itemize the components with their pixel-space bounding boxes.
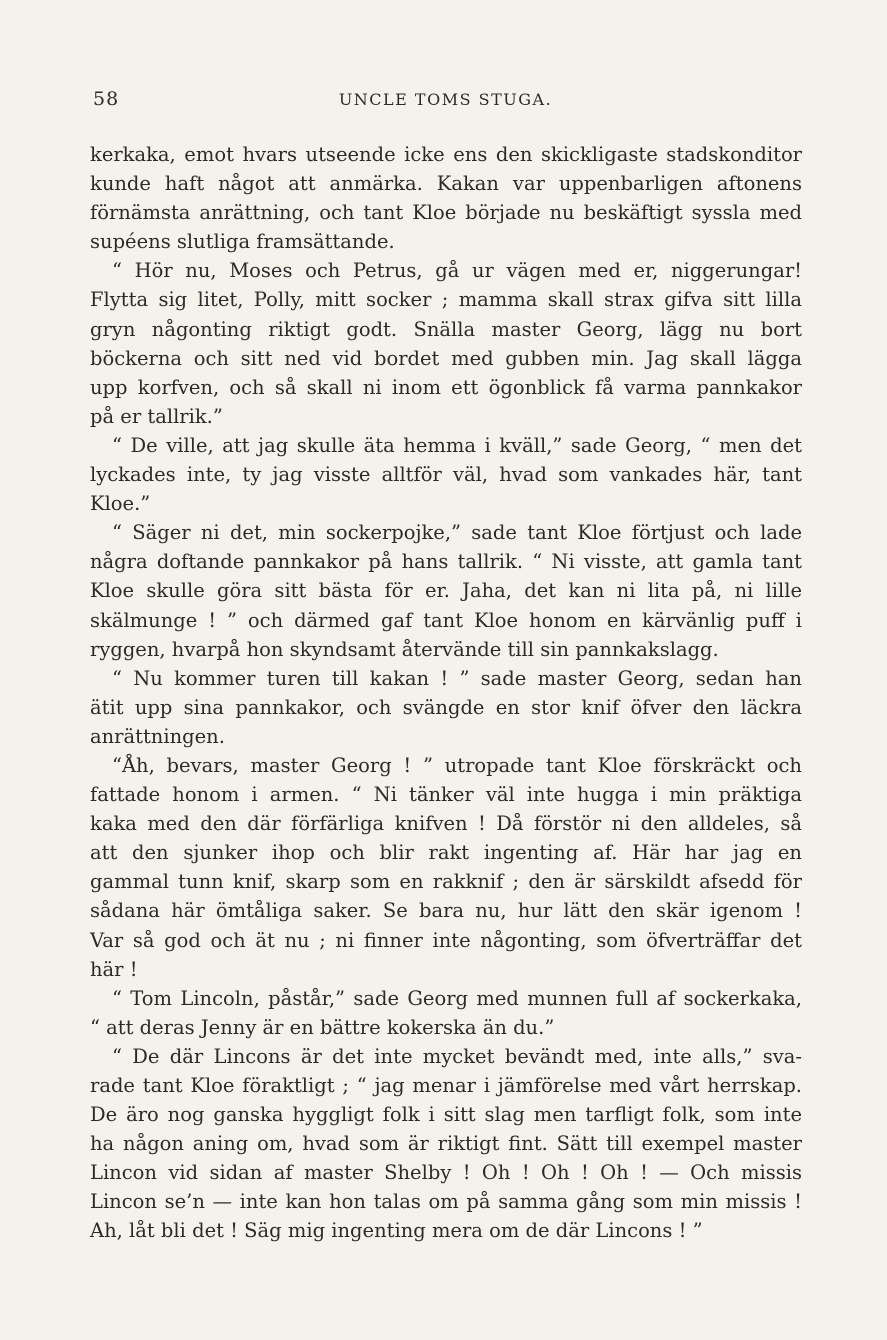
text-line: skälmunge ! ” och därmed gaf tant Kloe honom en kärvänlig puff i [90,608,802,632]
text-line: “ Tom Lincoln, påstår,” sade Georg med munnen full af sockerkaka, [112,986,802,1010]
text-line: Kloe skulle göra sitt bästa för er. Jaha, det kan ni lita på, ni lille [90,579,802,603]
text-line: ätit upp sina pannkakor, och svängde en stor knif öfver den läckra [90,695,802,719]
text-line: upp korfven, och så skall ni inom ett ögonblick få varma pannkakor [90,375,802,399]
body-text [90,140,802,1246]
text-line: kerkaka, emot hvars utseende icke ens den skickligaste stadskonditor [90,143,802,166]
text-line: på er tallrik.” [90,404,223,428]
text-line: ryggen, hvarpå hon skyndsamt återvände till sin pannkakslagg. [90,637,719,661]
text-line: rade tant Kloe föraktligt ; “ jag menar i jämförelse med vårt herrskap. [90,1074,802,1097]
text-line: “ att deras Jenny är en bättre kokerska än du.” [90,1015,555,1039]
text-line: Ah, låt bli det ! Säg mig ingenting mera om de där Lincons ! ” [90,1219,703,1243]
text-line: De äro nog ganska hyggligt folk i sitt slag men tarfligt folk, som inte [90,1103,802,1127]
text-line: “ De där Lincons är det inte mycket bevändt med, inte alls,” sva- [112,1044,802,1068]
text-line: “ Hör nu, Moses och Petrus, gå ur vägen med er, niggerungar! [112,259,802,283]
text-line: ha någon aning om, hvad som är riktigt fint. Sätt till exempel master [90,1132,802,1156]
text-line: kunde haft något att anmärka. Kakan var uppenbarligen aftonens [90,172,802,196]
running-title: UNCLE TOMS STUGA. [338,90,553,109]
text-line: Lincon se’n — inte kan hon talas om på samma gång som min missis ! [90,1190,802,1214]
text-line: fattade honom i armen. “ Ni tänker väl inte hugga i min präktiga [90,783,802,807]
text-line: här ! [90,957,138,981]
text-line: sådana här ömtåliga saker. Se bara nu, hur lätt den skär igenom ! [90,899,802,923]
text-line: supéens slutliga framsättande. [90,230,395,254]
page-number: 58 [93,88,120,110]
text-line: anrättningen. [90,724,225,748]
text-line: “ Säger ni det, min sockerpojke,” sade tant Kloe förtjust och lade [112,521,802,545]
text-line: lyckades inte, ty jag visste alltför väl, hvad som vankades här, tant [90,463,802,487]
text-line: “ Nu kommer turen till kakan ! ” sade master Georg, sedan han [112,666,802,690]
text-line: att den sjunker ihop och blir rakt ingenting af. Här har jag en [90,841,802,865]
text-line: böckerna och sitt ned vid bordet med gubben min. Jag skall lägga [90,346,802,370]
text-line: Lincon vid sidan af master Shelby ! Oh ! Oh ! Oh ! — Och missis [90,1161,802,1185]
text-line: gammal tunn knif, skarp som en rakknif ; den är särskildt afsedd för [90,870,802,894]
text-line: gryn någonting riktigt godt. Snälla master Georg, lägg nu bort [90,317,802,341]
text-line: “Åh, bevars, master Georg ! ” utropade tant Kloe förskräckt och [112,753,802,777]
text-line: “ De ville, att jag skulle äta hemma i kväll,” sade Georg, “ men det [112,433,802,457]
text-line: några doftande pannkakor på hans tallrik. “ Ni visste, att gamla tant [90,550,802,574]
text-line: Kloe.” [90,492,151,516]
text-line: Flytta sig litet, Polly, mitt socker ; mamma skall strax gifva sitt lilla [90,288,802,312]
text-line: kaka med den där förfärliga knifven ! Då förstör ni den alldeles, så [90,812,802,836]
page-header [93,88,798,118]
text-line: Var så god och ät nu ; ni finner inte någonting, som öfverträffar det [90,928,802,952]
text-line: förnämsta anrättning, och tant Kloe började nu beskäftigt syssla med [90,201,802,225]
